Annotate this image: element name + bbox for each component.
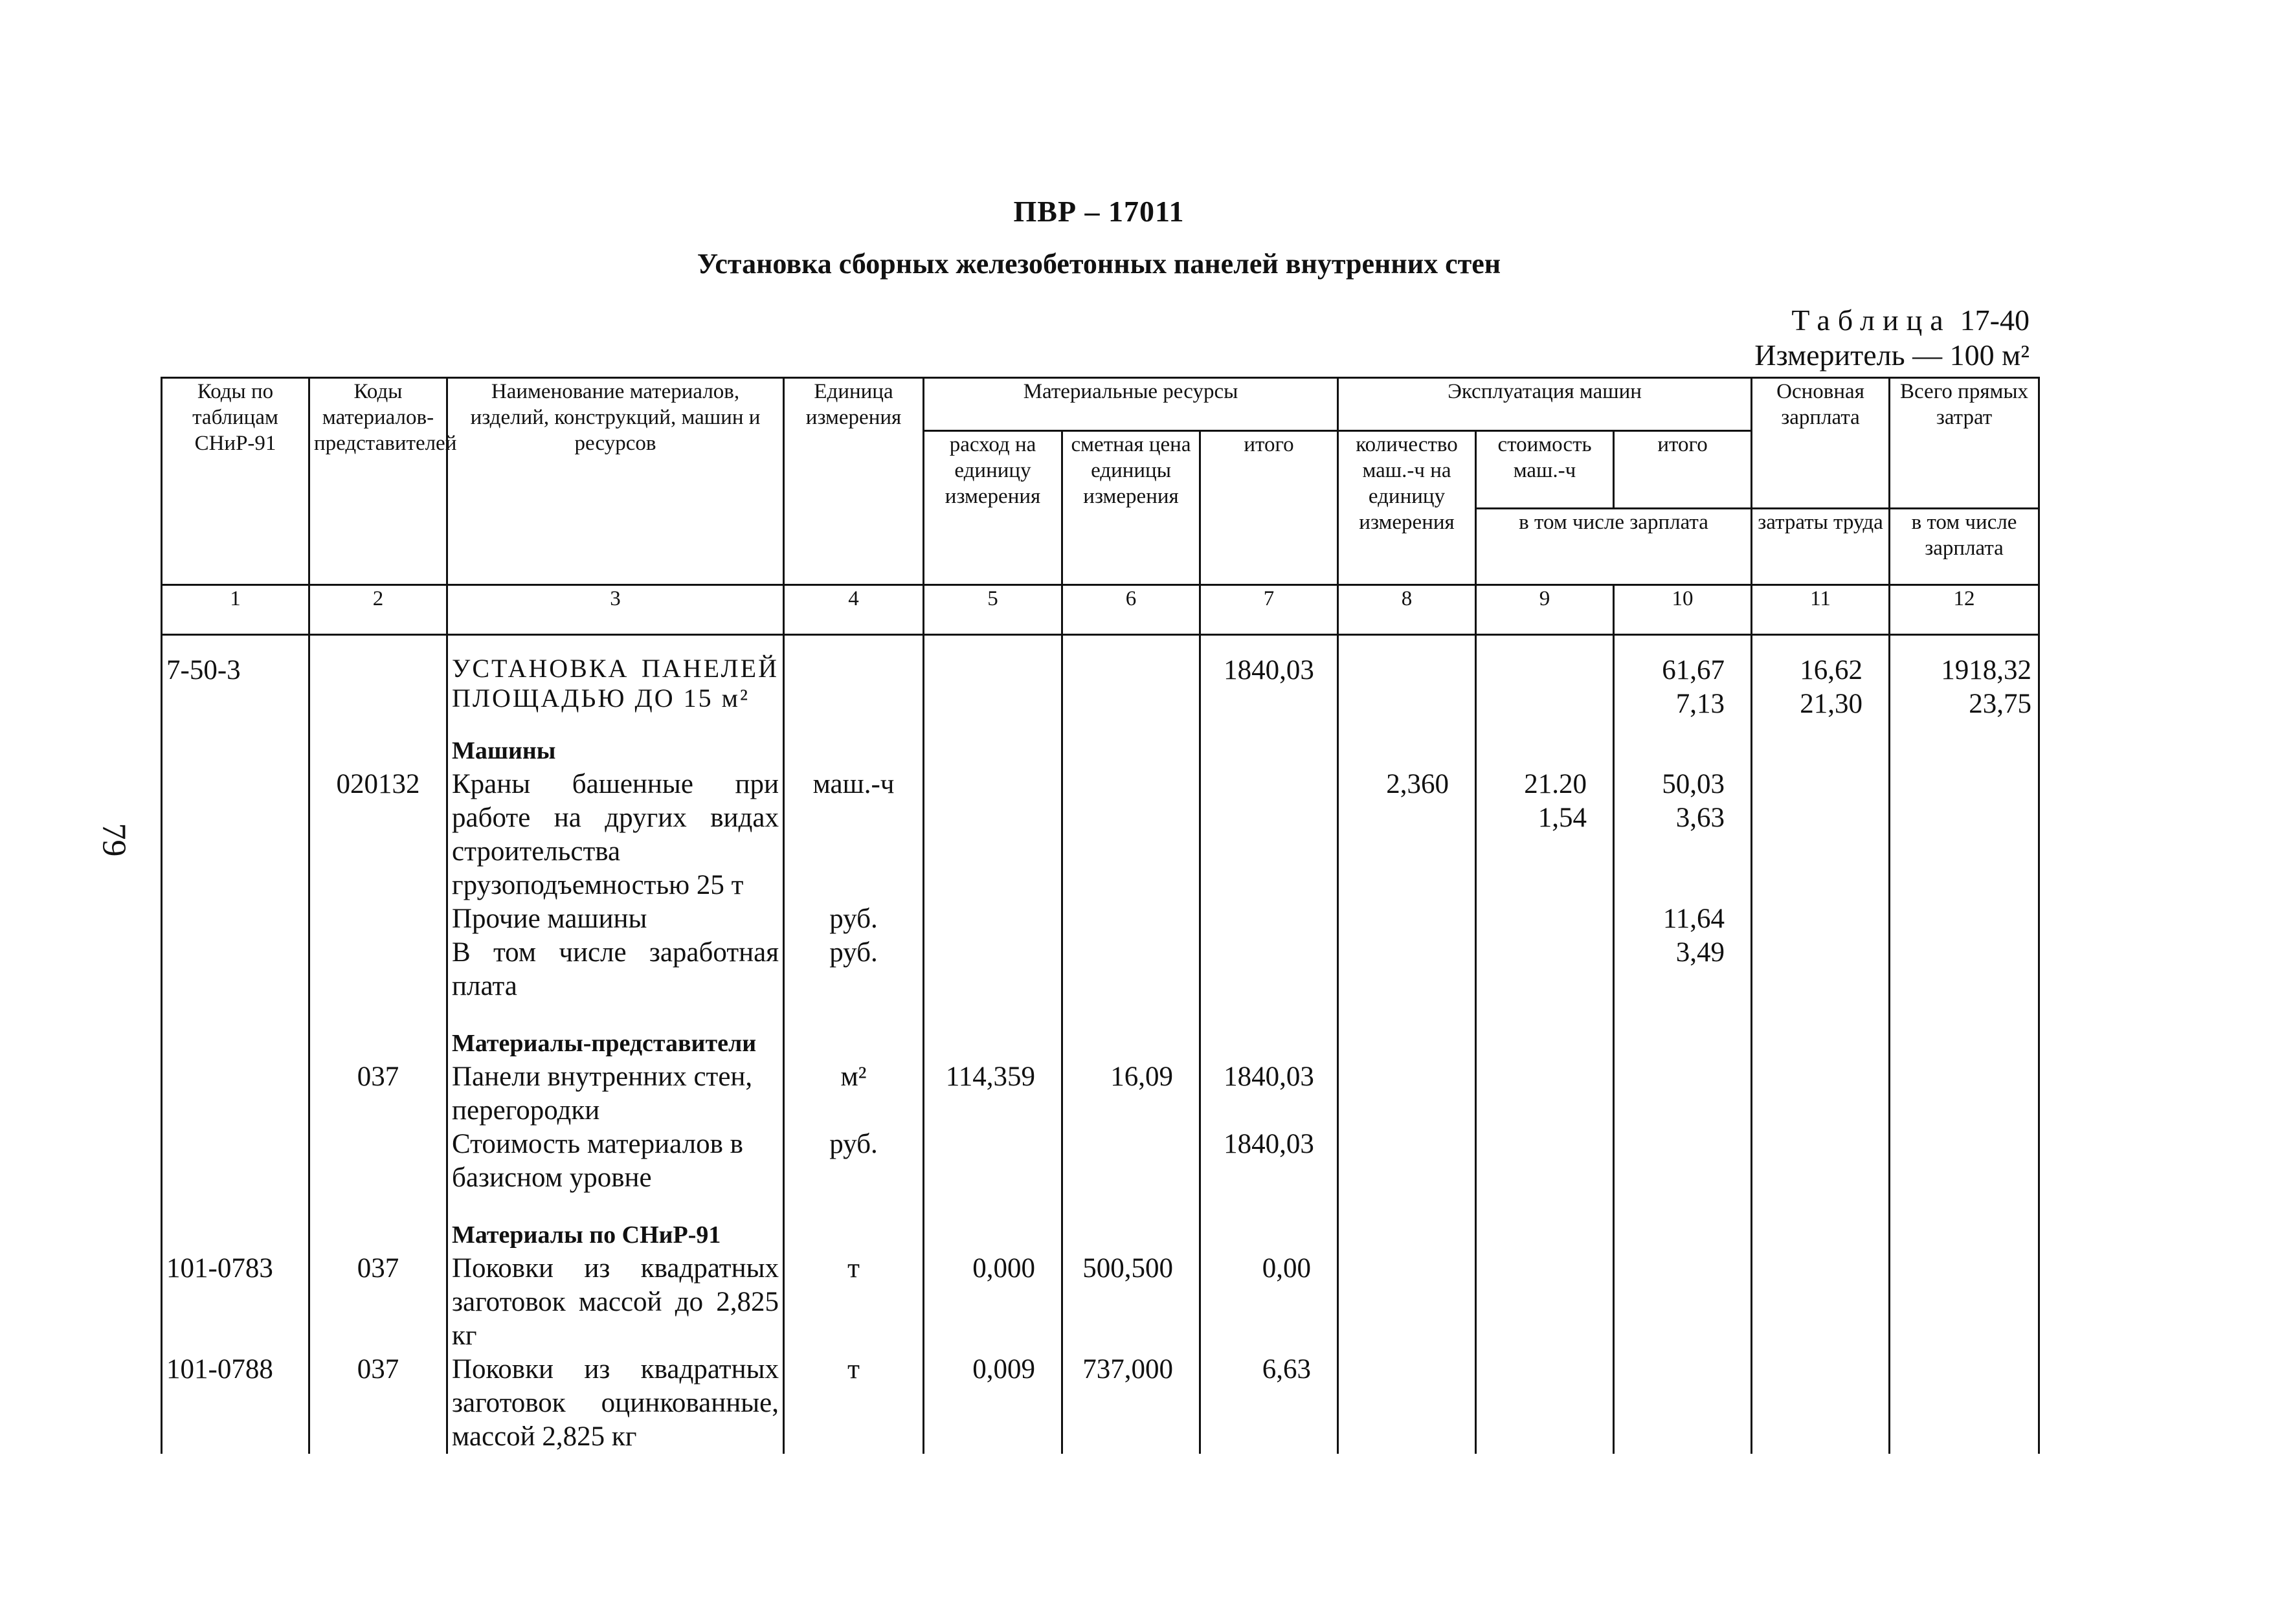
table-row <box>162 1353 2039 1454</box>
header-machine-hours: количество маш.-ч на единицу измерения <box>1338 431 1476 585</box>
header-incl-salary-total: в том числе зарплата <box>1890 509 2039 585</box>
cell-code: 101-0783 <box>162 1252 309 1353</box>
cell-unit: т <box>784 1353 924 1454</box>
table-row <box>162 768 2039 902</box>
cell-name: Панели внутренних стен, перегородки <box>447 1060 784 1128</box>
table-body <box>162 635 2039 1454</box>
cell-unit: руб. <box>784 902 924 936</box>
header-machine-hour-cost: стоимость маш.-ч <box>1476 431 1614 509</box>
column-number: 9 <box>1476 585 1614 635</box>
section-title-materials-snir: Материалы по СНиР-91 <box>447 1195 784 1252</box>
cell-unit: маш.-ч <box>784 768 924 902</box>
header-machine-operation: Эксплуатация машин <box>1338 378 1752 431</box>
column-number: 7 <box>1200 585 1338 635</box>
value-salary: 16,62 <box>1800 655 1863 685</box>
cell-unit: т <box>784 1252 924 1353</box>
cell-material-total: 1840,03 <box>1200 1060 1338 1128</box>
header-incl-salary: в том числе зарплата <box>1476 509 1752 585</box>
header-consumption: расход на единицу измерения <box>924 431 1062 585</box>
cell-machine-total: 3,49 <box>1614 936 1752 1003</box>
cell-name: УСТАНОВКА ПАНЕЛЕЙ ПЛОЩАДЬЮ ДО 15 м² <box>447 635 784 722</box>
cell-machine-total <box>1614 768 1752 902</box>
column-number: 12 <box>1890 585 2039 635</box>
cell-consumption: 0,009 <box>924 1353 1062 1454</box>
cell-material-total: 0,00 <box>1200 1252 1338 1353</box>
cell-estimated-price: 737,000 <box>1062 1353 1200 1454</box>
column-number: 1 <box>162 585 309 635</box>
cell-name: Прочие машины <box>447 902 784 936</box>
value-salary: 1,54 <box>1538 803 1587 833</box>
value-total: 1918,32 <box>1941 655 2032 685</box>
cell-machine-hour-cost <box>1476 768 1614 902</box>
section-row <box>162 1195 2039 1252</box>
cell-code-material: 037 <box>309 1252 447 1353</box>
column-number: 3 <box>447 585 784 635</box>
header-material-total: итого <box>1200 431 1338 585</box>
header-total-direct: Всего прямых затрат <box>1890 378 2039 509</box>
header-labor-costs: затраты труда <box>1752 509 1890 585</box>
column-number: 5 <box>924 585 1062 635</box>
section-row <box>162 721 2039 768</box>
cell-unit: м² <box>784 1060 924 1128</box>
header-codes-materials: Коды материалов-представителей <box>309 378 447 585</box>
cell-material-total: 1840,03 <box>1200 635 1338 722</box>
section-row <box>162 1003 2039 1060</box>
document-title: Установка сборных железобетонных панелей внутренних стен <box>697 248 1501 280</box>
cell-material-total: 1840,03 <box>1200 1128 1338 1195</box>
column-number: 6 <box>1062 585 1200 635</box>
table-row <box>162 936 2039 1003</box>
column-number: 2 <box>309 585 447 635</box>
value-cost: 21.20 <box>1524 769 1587 799</box>
cell-total-direct <box>1890 635 2039 722</box>
table-word: Таблица <box>1791 304 1951 337</box>
header-codes-snir: Коды по таблицам СНиР-91 <box>162 378 309 585</box>
table-number: 17-40 <box>1960 304 2030 337</box>
value-salary: 23,75 <box>1969 689 2032 719</box>
value-salary: 3,63 <box>1675 803 1725 833</box>
cell-code-material: 020132 <box>309 768 447 902</box>
header-name: Наименование материалов, изделий, конструкций, машин и ресурсов <box>447 378 784 585</box>
table-row <box>162 902 2039 936</box>
cell-base-salary <box>1752 635 1890 722</box>
table-row <box>162 635 2039 722</box>
column-numbers-row <box>162 585 2039 635</box>
resources-table <box>161 377 2040 1454</box>
cell-machine-total: 11,64 <box>1614 902 1752 936</box>
value-total: 61,67 <box>1662 655 1725 685</box>
section-title-machines: Машины <box>447 721 784 768</box>
table-number-line <box>1791 303 2030 337</box>
unit-line: Измеритель — 100 м² <box>1754 339 2030 372</box>
cell-consumption: 0,000 <box>924 1252 1062 1353</box>
cell-consumption: 114,359 <box>924 1060 1062 1128</box>
column-number: 10 <box>1614 585 1752 635</box>
cell-code: 7-50-3 <box>162 635 309 722</box>
cell-code: 101-0788 <box>162 1353 309 1454</box>
cell-name: Стоимость материалов в базисном уровне <box>447 1128 784 1195</box>
column-number: 11 <box>1752 585 1890 635</box>
table-row <box>162 1128 2039 1195</box>
cell-estimated-price: 500,500 <box>1062 1252 1200 1353</box>
value-salary: 7,13 <box>1675 689 1725 719</box>
value-total: 50,03 <box>1662 769 1725 799</box>
header-unit: Единица измерения <box>784 378 924 585</box>
page-number: 79 <box>95 823 133 857</box>
cell-machine-hours: 2,360 <box>1338 768 1476 902</box>
header-machine-total: итого <box>1614 431 1752 509</box>
column-number: 4 <box>784 585 924 635</box>
table-row <box>162 1060 2039 1128</box>
cell-name: В том числе заработная плата <box>447 936 784 1003</box>
cell-estimated-price: 16,09 <box>1062 1060 1200 1128</box>
cell-unit: руб. <box>784 936 924 1003</box>
column-number: 8 <box>1338 585 1476 635</box>
section-title-materials-representatives: Материалы-представители <box>447 1003 784 1060</box>
cell-code-material: 037 <box>309 1353 447 1454</box>
header-base-salary: Основная зарплата <box>1752 378 1890 509</box>
table-header <box>162 378 2039 635</box>
header-material-resources: Материальные ресурсы <box>924 378 1338 431</box>
cell-name: Краны башенные при работе на других видах строительства грузоподъемностью 25 т <box>447 768 784 902</box>
cell-name: Поковки из квадратных заготовок оцинкованные, массой 2,825 кг <box>447 1353 784 1454</box>
cell-name: Поковки из квадратных заготовок массой до 2,825 кг <box>447 1252 784 1353</box>
table-row <box>162 1252 2039 1353</box>
header-estimated-price: сметная цена единицы измерения <box>1062 431 1200 585</box>
value-labor: 21,30 <box>1800 689 1863 719</box>
cell-code-material: 037 <box>309 1060 447 1128</box>
document-code: ПВР – 17011 <box>1013 195 1185 228</box>
cell-machine-total <box>1614 635 1752 722</box>
cell-unit: руб. <box>784 1128 924 1195</box>
cell-material-total: 6,63 <box>1200 1353 1338 1454</box>
